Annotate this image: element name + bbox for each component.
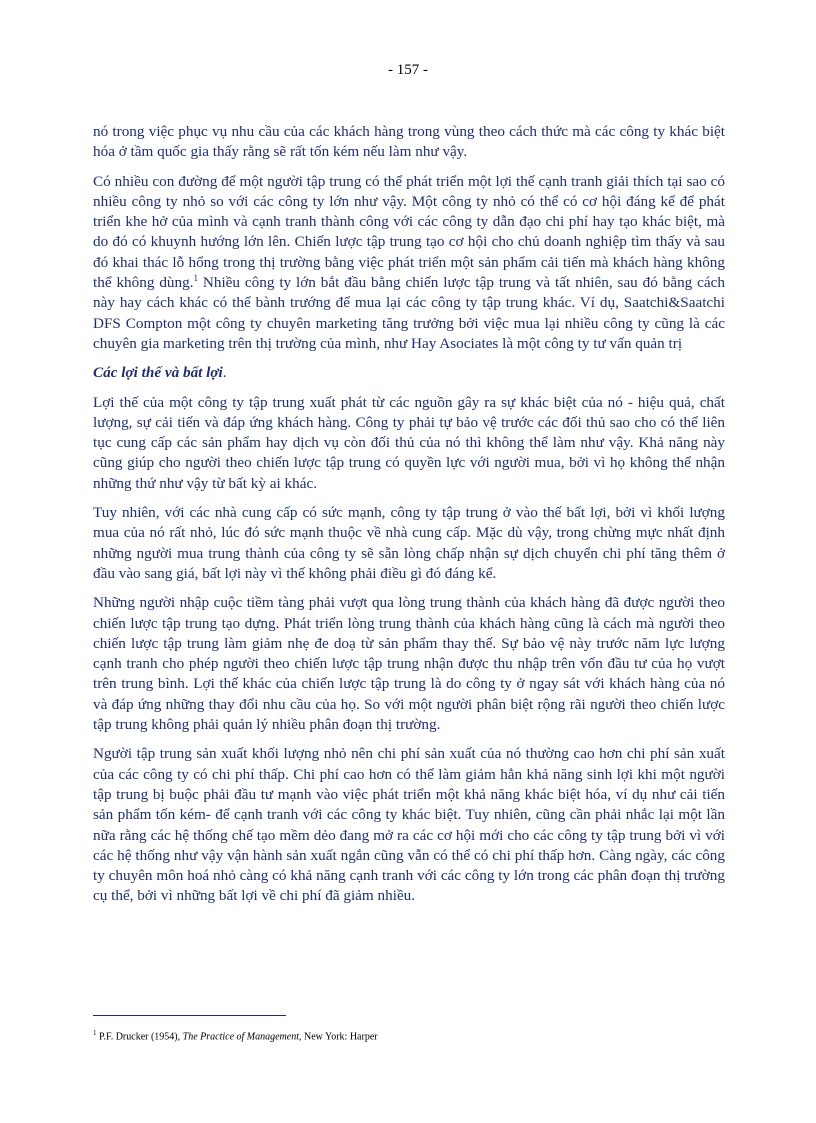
footnote-publisher: , New York: Harper [299, 1031, 378, 1043]
footnote-book-title: The Practice of Management [182, 1031, 299, 1043]
section-heading [93, 363, 725, 383]
paragraph-4: Tuy nhiên, với các nhà cung cấp có sức mạnh, công ty tập trung ở vào thế bất lợi, bởi vì khối lượng mua của nó rất nhỏ, lúc đó sức mạnh thuộc về nhà cung cấp. Mặc dù vậy, trong chừng mực nhất định những người mua trung thành của công ty sẽ sẵn lòng chấp nhận sự dịch chuyển chi phí tăng thêm ở đầu vào sang giá, bất lợi này vì thế không phải điều gì đó đáng kể. [93, 504, 725, 582]
paragraph-3: Lợi thế của một công ty tập trung xuất phát từ các nguồn gây ra sự khác biệt của nó - hiệu quả, chất lượng, sự cải tiến và đáp ứng khách hàng. Công ty phải tự bảo vệ trước các đối thủ sao cho có thể liên tục cung cấp các sản phẩm hay dịch vụ còn đối thủ của nó thì không thể làm như vậy. Khả năng này cũng giúp cho người theo chiến lược tập trung có quyền lực với người mua, bởi vì họ không thể nhận những thứ như vậy từ bất kỳ ai khác. [93, 393, 725, 492]
body-text [93, 122, 725, 916]
footnote-author: P.F. Drucker (1954), [96, 1031, 183, 1043]
paragraph-1: nó trong việc phục vụ nhu cầu của các khách hàng trong vùng theo cách thức mà các công ty khác biệt hóa ở tầm quốc gia thấy rằng sẽ rất tốn kém nếu làm như vậy. [93, 123, 725, 161]
paragraph-2-part-b: Nhiều công ty lớn bắt đầu bằng chiến lược tập trung và tất nhiên, sau đó bằng cách này hay cách khác có thể bành trướng để mua lại các công ty tập trung khác. Ví dụ, Saatchi&Saatchi DFS Compton một công ty chuyên marketing tăng trưởng bởi việc mua lại nhiều công ty cũng là các chuyên gia marketing trên thị trường của mình, như Hay Asociates là một công ty tư vấn quản trị [93, 274, 725, 352]
footnote [93, 1029, 725, 1042]
footnote-divider [93, 1015, 286, 1016]
paragraph-5: Những người nhập cuộc tiềm tàng phải vượt qua lòng trung thành của khách hàng đã được người theo chiến lược tập trung tạo dựng. Phát triển lòng trung thành của khách hàng cũng là cách mà người theo chiến lược tập trung làm giảm nhẹ đe doạ từ sản phẩm thay thế. Sự bảo vệ này trước năm lực lượng cạnh tranh cho phép người theo chiến lược tập trung nhận được thu nhập trên vốn đầu tư của họ vượt trên trung bình. Lợi thế khác của chiến lược tập trung là do công ty ở ngay sát với khách hàng của nó và đáp ứng những thay đổi nhu cầu của họ. So với một người phân biệt rộng rãi người theo chiến lược tập trung không phải quản lý nhiều phân đoạn thị trường. [93, 594, 725, 734]
footnote-number: 1 [93, 1029, 97, 1037]
paragraph-6: Người tập trung sản xuất khối lượng nhỏ nên chi phí sản xuất của nó thường cao hơn chi phí sản xuất của các công ty có chi phí thấp. Chi phí cao hơn có thể làm giảm hẳn khả năng sinh lợi khi một người tập trung bị buộc phải đầu tư mạnh vào việc phát triển một khả năng khác biệt hóa, ví dụ như cải tiến sản phẩm tốn kém- để cạnh tranh với các công ty khác biệt. Tuy nhiên, cũng cần phải nhắc lại một lần nữa rằng các hệ thống chế tạo mềm dẻo đang mở ra các cơ hội mới cho các công ty tập trung bởi vì với các hệ thống như vậy vận hành sản xuất ngắn cũng vẫn có thể có chi phí thấp hơn. Càng ngày, các công ty chuyên môn hoá nhỏ càng có khả năng cạnh tranh với các công ty lớn trong các phân đoạn thị trường cụ thể, bởi vì những bất lợi về chi phí đã giảm nhiều. [93, 745, 725, 905]
page-number: - 157 - [388, 62, 428, 78]
paragraph-2 [93, 172, 725, 355]
paragraph-2-part-a: Có nhiều con đường để một người tập trung có thể phát triển một lợi thế cạnh tranh giải thích tại sao có nhiều công ty nhỏ so với các công ty lớn như vậy. Một công ty nhỏ có thể có cơ hội đáng kể để phát triển khe hở của mình và cạnh tranh thành công với các công ty dẫn đạo chi phí hay tạo khác biệt, mà do đó có khuynh hướng lớn lên. Chiến lược tập trung tạo cơ hội cho chủ doanh nghiệp tìm thấy và sau đó khai thác lỗ hổng trong thị trường bằng việc phát triển một sản phẩm cải tiến mà khách hàng không thể không dùng. [93, 172, 725, 292]
footnote-reference[interactable]: 1 [193, 273, 198, 284]
section-heading-text: Các lợi thế và bất lợi [93, 364, 223, 382]
section-heading-period: . [222, 364, 227, 382]
